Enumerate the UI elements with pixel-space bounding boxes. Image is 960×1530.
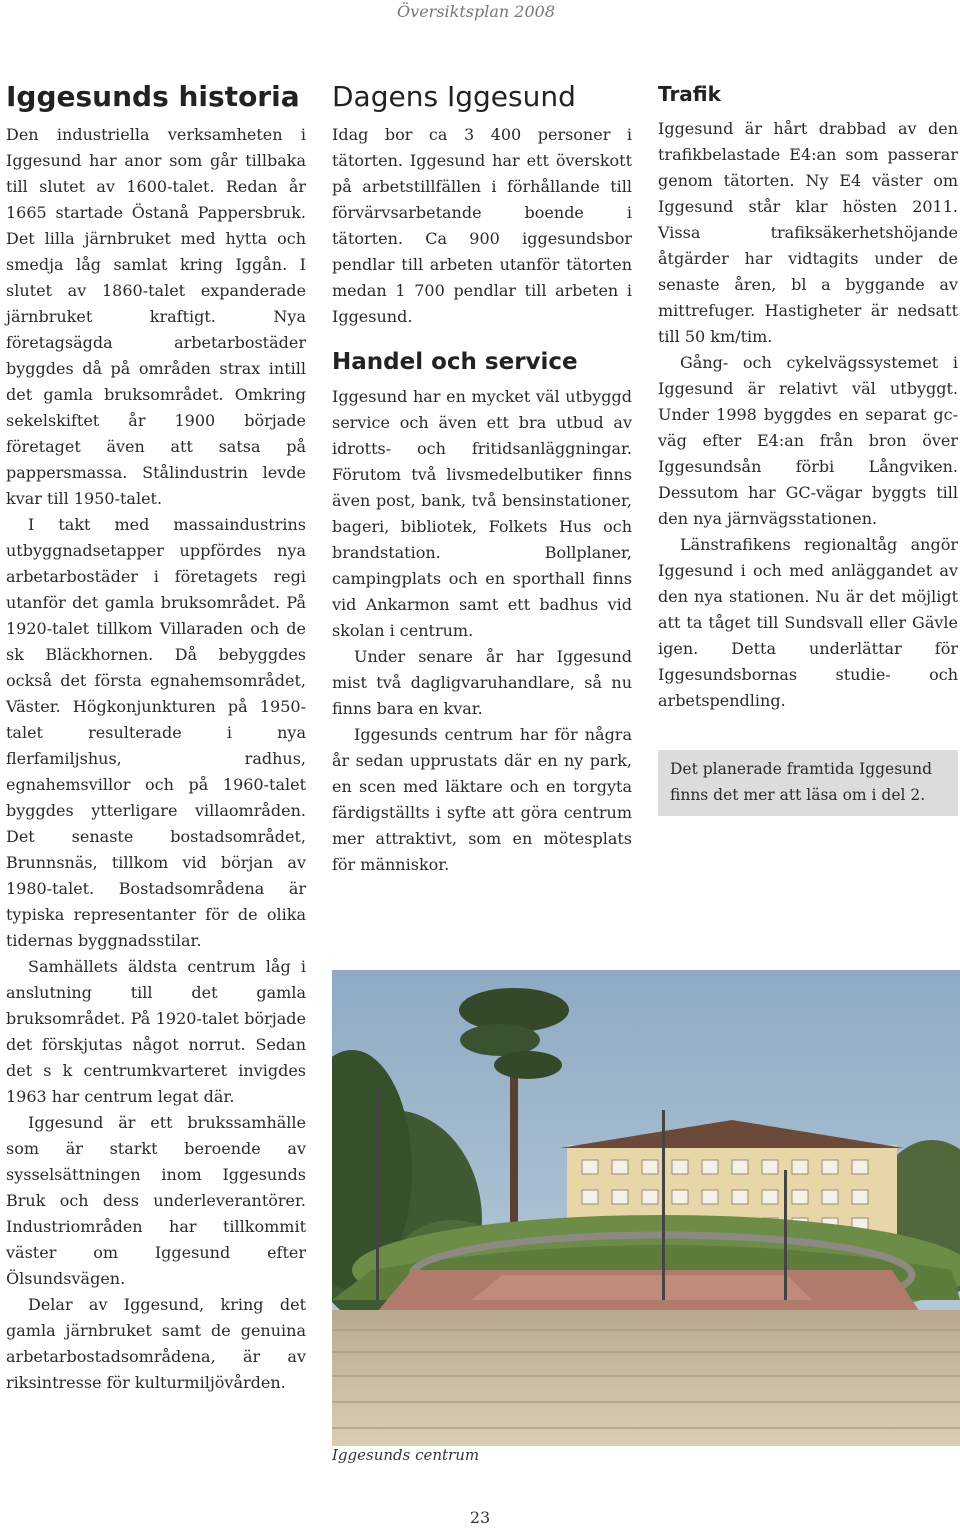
history-paragraph: Den industriella verksamheten i Iggesund har anor som går tillbaka till slutet av 1600-talet. Redan år 1665 startade Östanå Pappersbruk. Det lilla järnbruket med hytta och smedja låg samlat kring Iggån. I slutet av 1860-talet expanderade järnbruket kraftigt. Nya företagsägda arbetarbostäder byggdes då på områden strax intill det gamla bruksområdet. Omkring sekelskiftet år 1900 började företaget även att satsa på pappersmassa. Stålindustrin levde kvar till 1950-talet. [6, 125, 306, 508]
park-illustration [332, 970, 960, 1446]
history-paragraph: I takt med massaindustrins utbyggnadsetapper uppfördes nya arbetarbostäder i företagets regi utanför det gamla bruksområdet. På 1920-talet tillkom Villaraden och de sk Bläckhornen. Då bebyggdes också det första egnahemsområdet, Väster. Högkonjunkturen på 1950-talet resulterade i nya flerfamiljshus, radhus, egnahemsvillor och på 1960-talet byggdes ytterligare villaområden. Det senaste bostadsområdet, Brunnsnäs, tillkom vid början av 1980-talet. Bostadsområdena är typiska representanter för de olika tidernas byggnadsstilar. [6, 515, 306, 950]
traffic-paragraph: Gång- och cykelvägssystemet i Iggesund är relativt väl utbyggt. Under 1998 byggdes en separat gc-väg efter E4:an från bron över Iggesundsån förbi Långviken. Dessutom har GC-vägar byggts till den nya järnvägsstationen. [658, 353, 958, 528]
history-paragraph: Delar av Iggesund, kring det gamla järnbruket samt de genuina arbetarbostadsområdena, är av riksintresse för kulturmiljövården. [6, 1295, 306, 1392]
service-heading: Handel och service [332, 349, 578, 375]
photo-caption: Iggesunds centrum [332, 1446, 480, 1464]
today-column [332, 80, 632, 878]
service-paragraph: Iggesunds centrum har för några år sedan upprustats där en ny park, en scen med läktare och en torgyta färdigställts i syfte att göra centrum mer attraktivt, som en mötesplats för människor. [332, 725, 632, 874]
today-paragraph: Idag bor ca 3 400 personer i tätorten. Iggesund har ett överskott på arbetstillfällen i förhållande till förvärvsarbetande boende i tätorten. Ca 900 iggesundsbor pendlar till arbeten utanför tätorten medan 1 700 pendlar till arbeten i Iggesund. [332, 125, 632, 326]
traffic-paragraph: Iggesund är hårt drabbad av den trafikbelastade E4:an som passerar genom tätorten. Ny E4 väster om Iggesund står klar hösten 2011. Vissa trafiksäkerhetshöjande åtgärder har vidtagits under de senaste åren, bl a byggande av mittrefuger. Hastigheter är nedsatt till 50 km/tim. [658, 119, 958, 346]
history-heading: Iggesunds historia [6, 80, 300, 113]
info-box: Det planerade framtida Iggesund finns det mer att läsa om i del 2. [658, 750, 958, 816]
traffic-paragraph: Länstrafikens regionaltåg angör Iggesund i och med anläggandet av den nya stationen. Nu är det möjligt att ta tåget till Sundsvall eller Gävle igen. Detta underlättar för Iggesundsbornas studie- och arbetspendling. [658, 535, 958, 710]
history-column [6, 80, 306, 1396]
history-paragraph: Iggesund är ett brukssamhälle som är starkt beroende av sysselsättningen inom Iggesunds Bruk och dess underleverantörer. Industriområden har tillkommit väster om Iggesund efter Ölsundsvägen. [6, 1113, 306, 1288]
service-paragraph: Iggesund har en mycket väl utbyggd service och även ett bra utbud av idrotts- och fritidsanläggningar. Förutom två livsmedelbutiker finns även post, bank, två bensinstationer, bageri, bibliotek, Folkets Hus och brandstation. Bollplaner, campingplats och en sporthall finns vid Ankarmon samt ett badhus vid skolan i centrum. [332, 387, 632, 640]
traffic-column [658, 80, 958, 816]
running-header: Översiktsplan 2008 [397, 2, 555, 21]
service-paragraph: Under senare år har Iggesund mist två dagligvaruhandlare, så nu finns bara en kvar. [332, 647, 632, 718]
traffic-heading: Trafik [658, 82, 721, 106]
page-number: 23 [469, 1508, 491, 1527]
today-heading: Dagens Iggesund [332, 80, 576, 113]
centrum-photo [332, 970, 960, 1446]
history-paragraph: Samhällets äldsta centrum låg i anslutning till det gamla bruksområdet. På 1920-talet började det förskjutas något norrut. Sedan det s k centrumkvarteret invigdes 1963 har centrum legat där. [6, 957, 306, 1106]
